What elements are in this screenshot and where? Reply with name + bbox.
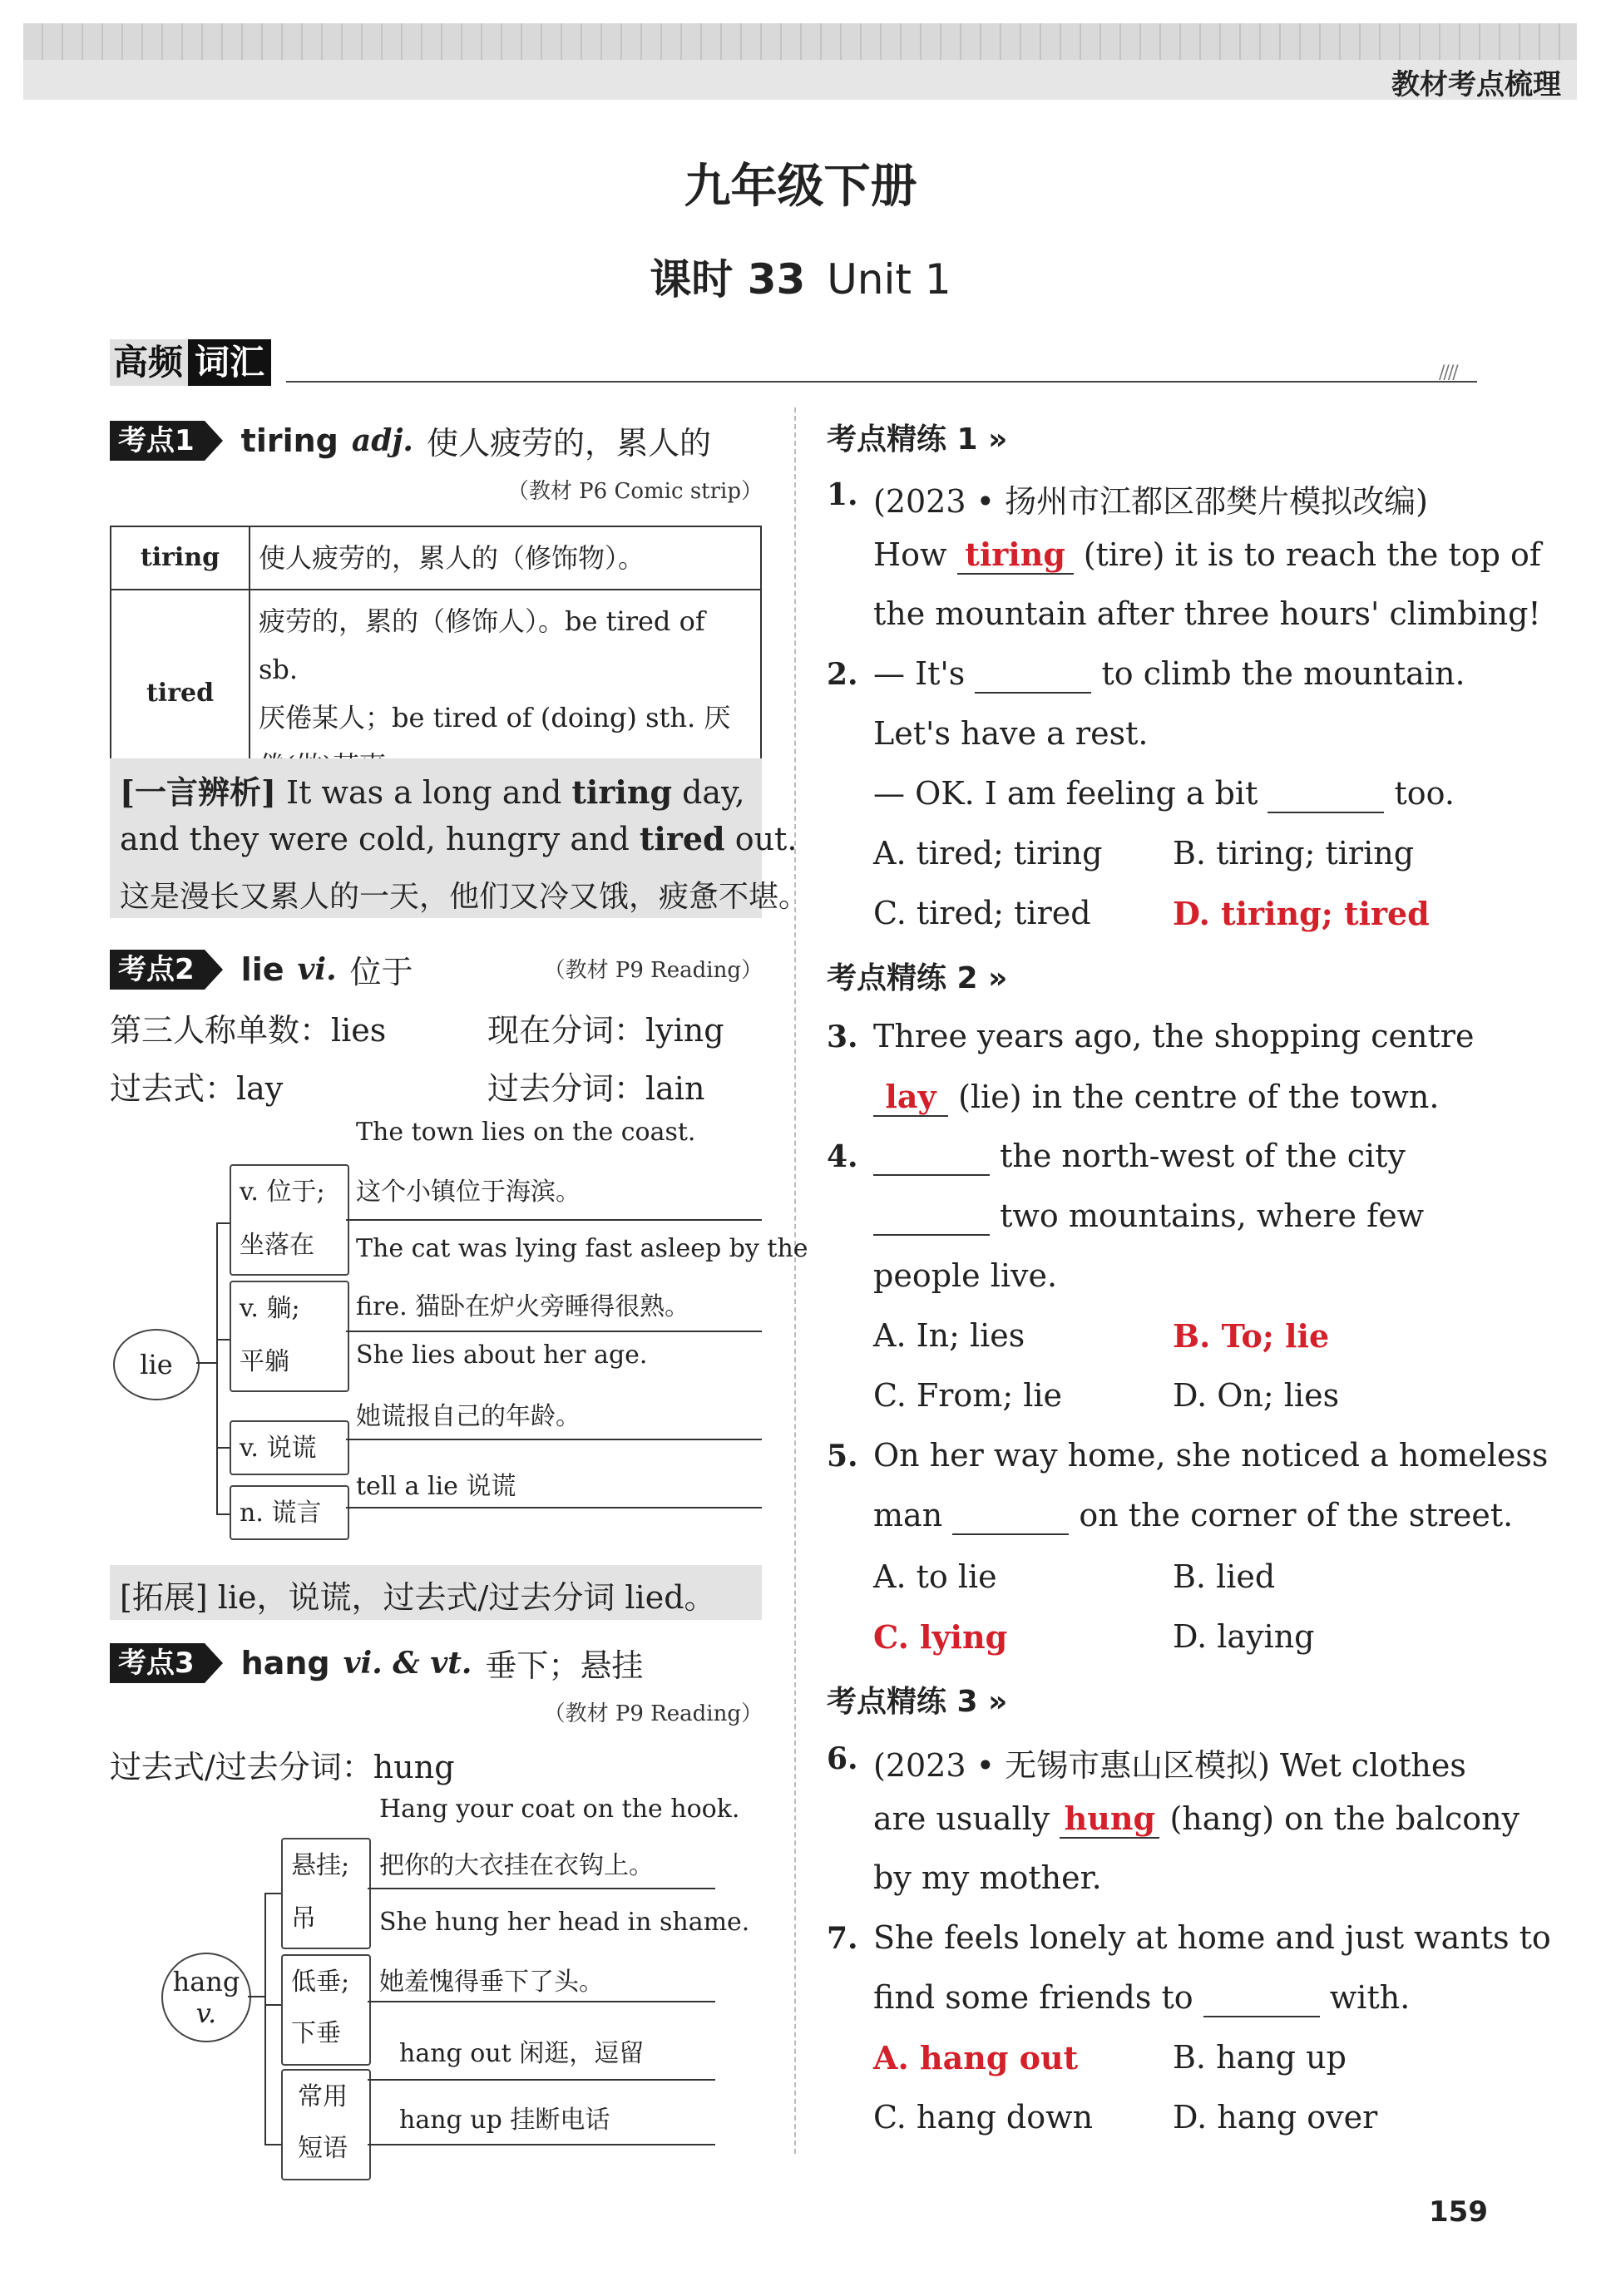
tree-connector	[264, 2004, 281, 2006]
section-label: 教材考点梳理	[1391, 68, 1561, 101]
tree-rule	[368, 1888, 715, 1889]
tree-trunk	[264, 1893, 266, 2144]
q7-number: 7.	[827, 1921, 858, 1956]
kd2-form: 过去分词：lain	[487, 1070, 705, 1107]
kd3-root-pos: v.	[195, 1997, 217, 2029]
practice2-heading: 考点精练 2 »	[827, 961, 1008, 995]
kd1-pos: adj.	[351, 422, 413, 458]
kd3-sense: 常用	[298, 2082, 348, 2111]
table-def: 使人疲劳的，累人的（修饰物）。	[250, 526, 761, 590]
q5-blank[interactable]	[952, 1497, 1069, 1535]
kd2-root-oval	[113, 1329, 200, 1400]
tree-connector	[216, 1339, 230, 1341]
kd1-analysis-zh: 这是漫长又累人的一天，他们又冷又饿，疲惫不堪。	[120, 880, 809, 914]
kd3-sense: 短语	[298, 2134, 348, 2163]
tree-rule	[368, 2001, 715, 2002]
kd2-example: The cat was lying fast asleep by the	[356, 1234, 808, 1263]
tree-rule	[346, 1219, 762, 1221]
kd2-badge: 考点2	[110, 950, 205, 990]
kd3-example: Hang your coat on the hook.	[379, 1795, 740, 1824]
kd3-heading	[110, 1640, 643, 1686]
kd2-sense: n. 谎言	[240, 1499, 322, 1528]
kd1-word: tiring	[240, 422, 338, 459]
tree-rule	[346, 1331, 762, 1332]
q4-line2	[873, 1197, 1424, 1236]
q4-option[interactable]: D. On; lies	[1173, 1377, 1340, 1414]
q2-option[interactable]: A. tired; tiring	[873, 835, 1103, 871]
kd3-root-oval	[161, 1953, 251, 2042]
q5-line1: On her way home, she noticed a homeless	[873, 1437, 1549, 1474]
table-def-line: 疲劳的，累的（修饰人）。be tired of sb.	[259, 605, 705, 685]
kd2-example: 她谎报自己的年龄。	[356, 1402, 581, 1431]
practice3-heading: 考点精练 3 »	[827, 1685, 1008, 1719]
q2-blank-1[interactable]	[975, 655, 1091, 694]
q7-option[interactable]: C. hang down	[873, 2099, 1094, 2136]
q2-number: 2.	[827, 657, 858, 692]
vocab-header-rule	[286, 381, 1477, 383]
kd3-source: （教材 P9 Reading）	[543, 1701, 763, 1726]
q7-blank[interactable]	[1203, 1979, 1320, 2017]
analysis-text: It was a long and	[286, 774, 572, 811]
page-title: 九年级下册	[684, 160, 917, 214]
q4-option-correct[interactable]: B. To; lie	[1173, 1317, 1330, 1355]
q4-text: the north-west of the city	[990, 1138, 1406, 1174]
q1-answer-blank[interactable]: tiring	[957, 536, 1074, 575]
analysis-text: out.	[724, 821, 798, 857]
q4-blank-2[interactable]	[873, 1197, 990, 1236]
q6-text: are usually	[873, 1800, 1060, 1837]
q7-line1: She feels lonely at home and just wants to	[873, 1919, 1551, 1956]
analysis-bold: tired	[639, 820, 725, 857]
q6-line2	[873, 1800, 1519, 1839]
kd3-example: 她羞愧得垂下了头。	[379, 1968, 604, 1997]
kd2-sense: v. 躺;	[240, 1294, 300, 1323]
kd2-sense: v. 说谎	[240, 1434, 317, 1463]
kd1-meaning: 使人疲劳的，累人的	[426, 425, 711, 462]
q5-text: man	[873, 1497, 953, 1533]
q2-option[interactable]: C. tired; tired	[873, 895, 1091, 931]
kd2-word: lie	[240, 950, 284, 988]
tree-connector	[216, 1447, 230, 1449]
tree-connector	[248, 1996, 264, 1997]
q2-blank-2[interactable]	[1267, 775, 1384, 813]
kd3-sense: 吊	[291, 1904, 316, 1933]
q4-line3: people live.	[873, 1257, 1058, 1294]
q3-line2	[873, 1078, 1439, 1117]
tree-connector	[216, 1513, 230, 1515]
lesson-label: 课时 33	[650, 255, 806, 304]
decorative-slashes: ////	[1439, 363, 1457, 383]
q1-line2	[873, 536, 1541, 575]
q7-option[interactable]: D. hang over	[1173, 2099, 1378, 2136]
q2-text: — OK. I am feeling a bit	[873, 775, 1268, 812]
lesson-title	[0, 246, 1601, 306]
q3-line1: Three years ago, the shopping centre	[873, 1018, 1475, 1054]
q6-line1: (2023 • 无锡市惠山区模拟) Wet clothes	[873, 1747, 1466, 1784]
kd2-example: fire. 猫卧在炉火旁睡得很熟。	[356, 1292, 690, 1321]
q5-option[interactable]: A. to lie	[873, 1558, 997, 1595]
kd3-word: hang	[240, 1644, 330, 1681]
kd1-analysis-line1	[120, 767, 745, 812]
tree-connector	[264, 2144, 281, 2145]
kd1-source: （教材 P6 Comic strip）	[506, 479, 763, 504]
q3-number: 3.	[827, 1020, 858, 1054]
kd2-extend: [拓展] lie，说谎，过去式/过去分词 lied。	[120, 1579, 716, 1616]
q3-text: (lie) in the centre of the town.	[948, 1079, 1440, 1115]
kd2-form: 第三人称单数：lies	[110, 1012, 387, 1049]
page-number: 159	[1429, 2195, 1488, 2229]
kd3-example: 把你的大衣挂在衣钩上。	[379, 1851, 654, 1880]
vocab-section-header	[110, 339, 271, 386]
tree-trunk	[216, 1222, 218, 1513]
q7-option[interactable]: B. hang up	[1173, 2039, 1347, 2076]
kd2-pos: vi.	[297, 951, 337, 987]
tree-rule	[368, 2079, 715, 2081]
vocab-header-part2: 词汇	[188, 339, 271, 386]
kd1-heading	[110, 417, 711, 463]
q1-text: (tire) it is to reach the top of	[1073, 536, 1541, 573]
kd3-pos: vi. & vt.	[343, 1645, 472, 1681]
q4-blank-1[interactable]	[873, 1138, 990, 1176]
tree-rule	[346, 1507, 762, 1508]
q4-option[interactable]: C. From; lie	[873, 1377, 1062, 1414]
analysis-text: day,	[672, 774, 745, 811]
kd3-example: hang up 挂断电话	[399, 2106, 610, 2135]
q2-option[interactable]: B. tiring; tiring	[1173, 835, 1415, 871]
q7-text: with.	[1319, 1979, 1411, 2016]
kd2-example: The town lies on the coast.	[356, 1118, 696, 1147]
column-divider	[794, 407, 796, 2154]
kd2-heading	[110, 946, 413, 992]
kd2-example: She lies about her age.	[356, 1341, 648, 1370]
q2-line1	[873, 655, 1465, 694]
q5-line2	[873, 1497, 1513, 1535]
analysis-label: [一言辨析]	[120, 773, 276, 811]
kd3-sense: 悬挂;	[291, 1851, 350, 1880]
table-row	[111, 526, 761, 590]
kd3-example: hang out 闲逛，逗留	[399, 2039, 645, 2068]
q6-number: 6.	[827, 1741, 858, 1776]
kd2-sense: 平躺	[240, 1347, 289, 1376]
q6-line3: by my mother.	[873, 1859, 1102, 1896]
kd2-sense: 坐落在	[240, 1231, 314, 1260]
kd3-badge: 考点3	[110, 1643, 205, 1683]
tree-rule	[368, 2144, 715, 2145]
q6-answer-blank[interactable]: hung	[1060, 1800, 1159, 1839]
analysis-bold: tiring	[571, 773, 673, 811]
q7-text: find some friends to	[873, 1979, 1203, 2016]
kd3-forms: 过去式/过去分词：hung	[110, 1749, 455, 1785]
q2-option-correct[interactable]: D. tiring; tired	[1173, 895, 1430, 932]
q3-answer-blank[interactable]: lay	[873, 1078, 948, 1117]
q7-option-correct[interactable]: A. hang out	[873, 2039, 1079, 2076]
q1-line1: (2023 • 扬州市江都区邵樊片模拟改编)	[873, 483, 1428, 520]
tree-rule	[346, 1439, 762, 1440]
kd2-meaning: 位于	[349, 954, 413, 990]
q5-option[interactable]: B. lied	[1173, 1558, 1276, 1595]
q6-text: (hang) on the balcony	[1159, 1800, 1520, 1837]
kd3-meaning: 垂下；悬挂	[485, 1647, 644, 1684]
kd2-source: （教材 P9 Reading）	[543, 958, 763, 983]
q2-text: — It's	[873, 655, 976, 692]
q2-text: too.	[1384, 775, 1455, 812]
q1-line3: the mountain after three hours' climbing!	[873, 595, 1541, 632]
q2-line3	[873, 775, 1455, 813]
q4-option[interactable]: A. In; lies	[873, 1317, 1025, 1354]
kd3-sense: 下垂	[291, 2019, 341, 2048]
q2-text: to climb the mountain.	[1091, 655, 1465, 692]
header-band-bottom	[23, 60, 1577, 100]
table-word: tiring	[111, 526, 250, 590]
kd1-table	[110, 526, 762, 798]
q5-text: on the corner of the street.	[1069, 1497, 1514, 1533]
q2-line2: Let's have a rest.	[873, 715, 1149, 752]
tree-connector	[196, 1362, 216, 1364]
q5-option-correct[interactable]: C. lying	[873, 1618, 1008, 1656]
kd2-form: 现在分词：lying	[487, 1012, 724, 1049]
kd1-analysis-line2	[120, 820, 797, 857]
kd2-form: 过去式：lay	[110, 1070, 284, 1107]
q5-number: 5.	[827, 1439, 858, 1474]
q5-option[interactable]: D. laying	[1173, 1618, 1315, 1655]
kd2-example: 这个小镇位于海滨。	[356, 1178, 581, 1207]
q1-text: How	[873, 536, 957, 573]
kd2-sense: v. 位于;	[240, 1178, 325, 1207]
q1-number: 1.	[827, 477, 858, 512]
kd3-sense: 低垂;	[291, 1968, 350, 1997]
q4-line1	[873, 1138, 1406, 1176]
lesson-unit: Unit 1	[827, 255, 951, 304]
kd2-example: tell a lie 说谎	[356, 1472, 516, 1501]
practice1-heading: 考点精练 1 »	[827, 422, 1008, 457]
q4-number: 4.	[827, 1139, 858, 1174]
vocab-header-part1: 高频	[110, 339, 188, 386]
analysis-text: and they were cold, hungry and	[120, 821, 640, 857]
tree-connector	[264, 1893, 281, 1894]
q7-line2	[873, 1979, 1410, 2017]
kd2-root-label: lie	[140, 1349, 173, 1380]
kd3-example: She hung her head in shame.	[379, 1908, 750, 1937]
kd3-root-label: hang	[172, 1966, 240, 1997]
tree-connector	[216, 1222, 230, 1224]
table-word: tired	[111, 590, 250, 797]
q4-text: two mountains, where few	[990, 1197, 1425, 1234]
kd1-badge: 考点1	[110, 421, 205, 461]
table-def-line: 厌倦某人；be tired of (doing) sth. 厌	[259, 702, 731, 733]
